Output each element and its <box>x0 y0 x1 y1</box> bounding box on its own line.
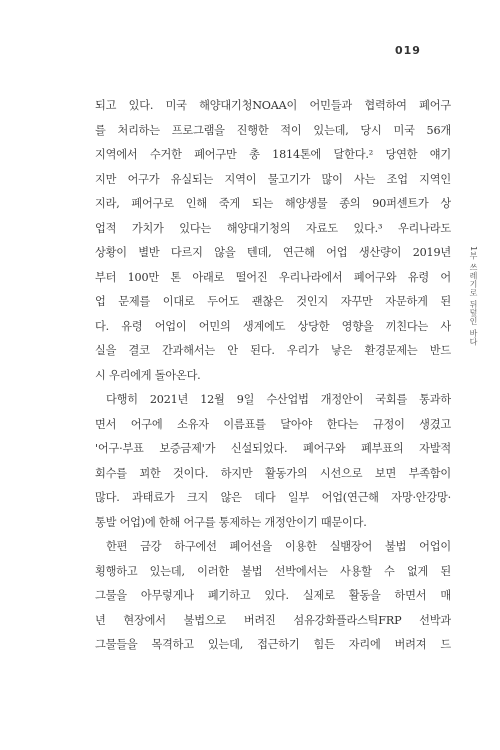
text-line: 부터 100만 톤 아래로 떨어진 우리나라에서 폐어구와 유령 어 <box>95 270 451 284</box>
text-line: '어구·부표 보증금제'가 신설되었다. 폐어구와 폐부표의 자발적 <box>95 442 451 455</box>
text-line: 통발 어업)에 한해 어구를 통제하는 개정안이기 때문이다. <box>95 515 367 529</box>
page-number: 019 <box>395 44 421 57</box>
text-line: 그물을 아무렇게나 폐기하고 있다. 실제로 활동을 하면서 매 <box>95 589 451 602</box>
text-line: 지라, 폐어구로 인해 죽게 되는 해양생물 종의 90퍼센트가 상 <box>95 197 451 210</box>
text-line: 지역에서 수거한 폐어구만 총 1814톤에 달한다.² 당연한 얘기 <box>95 148 451 161</box>
text-line: 실을 결코 간과해서는 안 된다. 우리가 낳은 환경문제는 반드 <box>95 344 451 357</box>
body-text <box>95 94 451 658</box>
text-line: 한편 금강 하구에선 폐어선을 이용한 실뱀장어 불법 어업이 <box>106 540 451 553</box>
text-line: 업적 가치가 있다는 해양대기청의 자료도 있다.³ 우리나라도 <box>95 221 451 235</box>
text-line: 다. 유령 어업이 어민의 생계에도 상당한 영향을 끼친다는 사 <box>95 319 451 333</box>
running-head: 1부 쓰레기로 뒤덮인 바다 <box>469 246 478 346</box>
text-line: 회수를 꾀한 것이다. 하지만 활동가의 시선으로 보면 부족함이 <box>95 466 451 480</box>
paragraph <box>95 535 451 658</box>
text-line: 횡행하고 있는데, 이러한 불법 선박에서는 사용할 수 없게 된 <box>95 564 451 578</box>
text-line: 되고 있다. 미국 해양대기청NOAA이 어민들과 협력하여 폐어구 <box>95 99 451 112</box>
text-line: 지만 어구가 유실되는 지역이 물고기가 많이 사는 조업 지역인 <box>95 172 451 186</box>
text-line: 년 현장에서 불법으로 버려진 섬유강화플라스틱FRP 선박과 <box>95 613 451 627</box>
text-line: 를 처리하는 프로그램을 진행한 적이 있는데, 당시 미국 56개 <box>95 123 451 137</box>
paragraph <box>95 388 451 535</box>
text-line: 상황이 별반 다르지 않을 텐데, 연근해 어업 생산량이 2019년 <box>95 246 451 259</box>
text-line: 많다. 과태료가 크지 않은 데다 일부 어업(연근해 자망·안강망· <box>95 491 451 504</box>
paragraph <box>95 94 451 388</box>
text-line: 업 문제를 이대로 두어도 괜찮은 것인지 자꾸만 자문하게 된 <box>95 295 451 308</box>
text-line: 면서 어구에 소유자 이름표를 달아야 한다는 규정이 생겼고 <box>95 417 451 431</box>
text-line: 그물들을 목격하고 있는데, 접근하기 힘든 자리에 버려져 드 <box>95 638 451 651</box>
text-line: 시 우리에게 돌아온다. <box>95 368 201 382</box>
text-line: 다행히 2021년 12월 9일 수산업법 개정안이 국회를 통과하 <box>106 393 451 406</box>
